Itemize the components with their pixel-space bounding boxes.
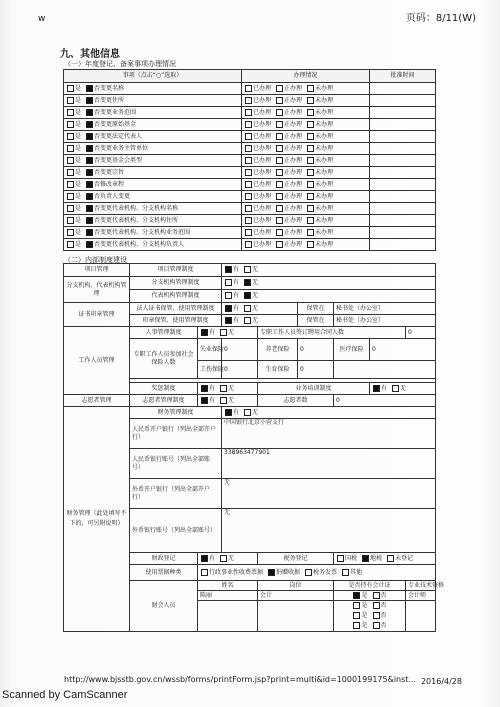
checkbox-wu[interactable] (220, 385, 227, 392)
annual-item-label: 否变更基金会类型 (94, 156, 143, 164)
checkbox-yes[interactable] (67, 181, 74, 188)
checkbox-you[interactable] (225, 279, 232, 286)
checkbox-yes[interactable] (67, 109, 74, 116)
volunteer-label: 志愿者管理 (64, 395, 130, 407)
checkbox-yes[interactable] (67, 169, 74, 176)
checkbox-status[interactable] (276, 205, 283, 212)
checkbox-status[interactable] (245, 157, 252, 164)
checkbox-no-checked[interactable] (86, 205, 93, 212)
checkbox-yes[interactable] (67, 229, 74, 236)
injury-value: 0 (222, 361, 258, 379)
checkbox-status[interactable] (307, 145, 314, 152)
checkbox-status[interactable] (276, 97, 283, 104)
acct-col-qual: 专业技术资格 (406, 581, 436, 591)
annual-row: 是 否变更原始基金 已办理 正办理 未办理 (64, 119, 436, 131)
checkbox-status[interactable] (307, 169, 314, 176)
checkbox-yes[interactable] (67, 133, 74, 140)
annual-row: 是 否变更业务范围 已办理 正办理 未办理 (64, 107, 436, 119)
checkbox-no[interactable] (373, 602, 380, 609)
checkbox-status[interactable] (276, 229, 283, 236)
internal-title: （二）内部制度建设 (64, 256, 127, 264)
checkbox-status[interactable] (276, 241, 283, 248)
finance-sys-label: 财务管理制度 (130, 407, 222, 419)
checkbox-yes[interactable] (67, 97, 74, 104)
checkbox-status[interactable] (307, 205, 314, 212)
approval-date-cell (370, 143, 436, 155)
checkbox-status[interactable] (245, 193, 252, 200)
checkbox-status[interactable] (307, 217, 314, 224)
checkbox-no-checked[interactable] (86, 85, 93, 92)
scanner-watermark: Scanned by CamScanner (2, 689, 128, 701)
finance-label: 财务管理（此处填写不下的，可另附说明） (64, 407, 130, 632)
checkbox-you-checked[interactable] (201, 385, 208, 392)
checkbox-bill-donation-checked[interactable] (268, 569, 275, 576)
unemployment-label: 失业保险 (198, 339, 222, 361)
checkbox-yes[interactable] (353, 612, 360, 619)
checkbox-wu-checked[interactable] (244, 279, 251, 286)
checkbox-yes[interactable] (67, 121, 74, 128)
checkbox-bill-tax[interactable] (305, 569, 312, 576)
checkbox-no[interactable] (373, 612, 380, 619)
acct-qual: 会计师 (406, 591, 436, 601)
acct-col-post: 岗位 (258, 581, 334, 591)
annual-item-label: 否变更代表机构、分支机构负责人 (94, 240, 185, 248)
annual-item-label: 否变更代表机构、分支机构名称 (94, 204, 179, 212)
rmb-bank-value: 中国银行北京小营支行 (222, 419, 436, 449)
unemployment-value: 0 (222, 339, 258, 361)
checkbox-you-checked[interactable] (201, 555, 208, 562)
checkbox-you-checked[interactable] (225, 305, 232, 312)
acct-cert-options-empty: 是 否 是 否 是 否 (334, 601, 406, 632)
checkbox-yes[interactable] (67, 217, 74, 224)
checkbox-no-checked[interactable] (86, 181, 93, 188)
checkbox-no-checked[interactable] (86, 145, 93, 152)
checkbox-wu[interactable] (220, 329, 227, 336)
checkbox-status[interactable] (276, 85, 283, 92)
training-label: 业务培训制度 (258, 383, 370, 395)
fx-bank-value: 无 (222, 479, 436, 509)
col-header-date: 批准时间 (370, 70, 436, 83)
checkbox-wu[interactable] (220, 397, 227, 404)
checkbox-no-checked[interactable] (86, 121, 93, 128)
checkbox-status[interactable] (245, 205, 252, 212)
pension-label: 养老保险 (258, 339, 298, 361)
checkbox-bill-admin[interactable] (201, 569, 208, 576)
keeper-value: 秘书处（办公室） (334, 303, 436, 315)
hr-label: 工作人员管理 (64, 327, 130, 395)
checkbox-you-checked[interactable] (373, 385, 380, 392)
finance-reg-label: 财政登记 (130, 553, 198, 565)
checkbox-status[interactable] (245, 145, 252, 152)
fx-account-value: 无 (222, 509, 436, 553)
approval-date-cell (370, 227, 436, 239)
annual-item-label: 否变更名称 (94, 84, 125, 92)
col-header-status: 办理情况 (242, 70, 370, 83)
annual-row: 是 否变更基金会类型 已办理 正办理 未办理 (64, 155, 436, 167)
acct-cert-options: 是 否 (334, 591, 406, 601)
branch-label: 分支机构、代表机构管理 (64, 277, 130, 303)
checkbox-no[interactable] (373, 622, 380, 629)
checkbox-status[interactable] (307, 109, 314, 116)
checkbox-no-checked[interactable] (86, 133, 93, 140)
checkbox-yes[interactable] (353, 622, 360, 629)
checkbox-status[interactable] (276, 217, 283, 224)
rmb-account-value: 338963477901 (222, 449, 436, 479)
checkbox-no[interactable] (373, 592, 380, 599)
checkbox-you-checked[interactable] (225, 317, 232, 324)
annual-row: 是 否负责人变更 已办理 正办理 未办理 (64, 191, 436, 203)
checkbox-status[interactable] (307, 133, 314, 140)
checkbox-no-checked[interactable] (86, 109, 93, 116)
annual-row: 是 否变更法定代表人 已办理 正办理 未办理 (64, 131, 436, 143)
volunteer-count-label: 志愿者数 (258, 395, 334, 407)
checkbox-status[interactable] (245, 169, 252, 176)
checkbox-no-checked[interactable] (86, 193, 93, 200)
rep-sys-label: 代表机构管理制度 (130, 290, 222, 303)
checkbox-status[interactable] (245, 109, 252, 116)
checkbox-wu-checked[interactable] (244, 292, 251, 299)
reward-label: 奖惩制度 (130, 383, 198, 395)
acct-col-cert: 是否持有会计证 (334, 581, 406, 591)
approval-date-cell (370, 203, 436, 215)
col-header-item: 事项（点击“○”选取） (64, 70, 242, 83)
checkbox-status[interactable] (307, 97, 314, 104)
checkbox-status[interactable] (245, 241, 252, 248)
checkbox-yes[interactable] (67, 205, 74, 212)
checkbox-bill-other[interactable] (342, 569, 349, 576)
checkbox-wu[interactable] (392, 385, 399, 392)
approval-date-cell (370, 107, 436, 119)
checkbox-status[interactable] (276, 145, 283, 152)
checkbox-status[interactable] (276, 169, 283, 176)
approval-date-cell (370, 191, 436, 203)
checkbox-you-checked[interactable] (201, 397, 208, 404)
annual-item-label: 否修改章程 (94, 180, 125, 188)
checkbox-yes[interactable] (67, 145, 74, 152)
volunteer-sys-label: 志愿者管理制度 (130, 395, 198, 407)
injury-label: 工伤保险 (198, 361, 222, 379)
checkbox-status[interactable] (307, 157, 314, 164)
checkbox-status[interactable] (245, 217, 252, 224)
approval-date-cell (370, 179, 436, 191)
checkbox-wu[interactable] (244, 317, 251, 324)
fx-account-label: 外币银行账号（列出全部账号） (130, 509, 222, 553)
checkbox-yes-checked[interactable] (353, 592, 360, 599)
checkbox-local-tax-checked[interactable] (362, 555, 369, 562)
page-number: 页码：8/11(W) (405, 13, 476, 24)
checkbox-status[interactable] (245, 85, 252, 92)
project-sys-label: 项目管理制度 (130, 264, 222, 277)
acct-name: 陈丽 (198, 591, 258, 601)
annual-row: 是 否变更代表机构、分支机构业务范围 已办理 正办理 未办理 (64, 227, 436, 239)
annual-item-label: 否变更法定代表人 (94, 132, 143, 140)
checkbox-status[interactable] (276, 109, 283, 116)
checkbox-status[interactable] (245, 181, 252, 188)
checkbox-yes[interactable] (353, 602, 360, 609)
checkbox-yes[interactable] (67, 241, 74, 248)
footer-url: http://www.bjsstb.gov.cn/wssb/forms/printForm.jsp?print=multi&id=1000199175&inst... (64, 675, 417, 684)
annual-row: 是 否变更业务主管单位 已办理 正办理 未办理 (64, 143, 436, 155)
rmb-account-label: 人民币银行账号（列出全部账号） (130, 449, 222, 479)
annual-row: 是 否变更代表机构、分支机构负责人 已办理 正办理 未办理 (64, 239, 436, 251)
annual-item-label: 否变更宗旨 (94, 168, 125, 176)
checkbox-status[interactable] (276, 121, 283, 128)
annual-row: 是 否修改章程 已办理 正办理 未办理 (64, 179, 436, 191)
header-mark: w (38, 14, 46, 24)
checkbox-you-checked[interactable] (225, 266, 232, 273)
checkbox-no-checked[interactable] (86, 169, 93, 176)
contract-value: 0 (406, 327, 436, 339)
checkbox-yes[interactable] (67, 85, 74, 92)
hr-sys-label: 人事管理制度 (130, 327, 198, 339)
medical-value: 0 (370, 339, 436, 361)
keeper-value: 秘书处（办公室） (334, 315, 436, 327)
legal-cert-label: 法人证书保管、使用管理制度 (130, 303, 222, 315)
project-sys-options: 有 无 (222, 264, 436, 277)
checkbox-you-checked[interactable] (201, 329, 208, 336)
annual-item-label: 否变更业务范围 (94, 108, 137, 116)
approval-date-cell (370, 239, 436, 251)
checkbox-no-checked[interactable] (86, 241, 93, 248)
approval-date-cell (370, 83, 436, 95)
approval-date-cell (370, 131, 436, 143)
birth-label: 生育保险 (258, 361, 298, 379)
checkbox-status[interactable] (307, 85, 314, 92)
checkbox-you[interactable] (225, 292, 232, 299)
checkbox-status[interactable] (307, 241, 314, 248)
birth-value: 0 (298, 361, 334, 379)
keeper-label: 保管在 (298, 303, 334, 315)
bill-type-label: 使用票据种类 (130, 565, 198, 581)
approval-date-cell (370, 95, 436, 107)
annual-row: 是 否变更代表机构、分支机构住所 已办理 正办理 未办理 (64, 215, 436, 227)
fx-bank-label: 外币开户银行（列出全部开户行） (130, 479, 222, 509)
checkbox-wu[interactable] (220, 555, 227, 562)
checkbox-status[interactable] (245, 97, 252, 104)
checkbox-wu[interactable] (244, 409, 251, 416)
checkbox-no-checked[interactable] (86, 229, 93, 236)
checkbox-yes[interactable] (67, 157, 74, 164)
annual-table (63, 69, 436, 251)
acct-post: 会计 (258, 591, 334, 601)
footer-date: 2016/4/28 (420, 677, 462, 686)
annual-item-label: 否变更业务主管单位 (94, 144, 149, 152)
section-title: 九、其他信息 (60, 49, 120, 60)
checkbox-no-checked[interactable] (86, 97, 93, 104)
annual-item-label: 否变更代表机构、分支机构业务范围 (94, 228, 191, 236)
annual-row: 是 否变更名称 已办理 正办理 未办理 (64, 83, 436, 95)
volunteer-count-value: 0 (334, 395, 436, 407)
checkbox-status[interactable] (276, 133, 283, 140)
annual-item-label: 否变更住所 (94, 96, 125, 104)
tax-reg-label: 税务登记 (258, 553, 334, 565)
checkbox-no-checked[interactable] (86, 157, 93, 164)
checkbox-wu[interactable] (244, 305, 251, 312)
annual-row: 是 否变更宗旨 已办理 正办理 未办理 (64, 167, 436, 179)
insured-label: 专职工作人员参加社会保险人数 (130, 339, 198, 379)
seal-label: 证书印章管理 (64, 303, 130, 327)
checkbox-no-checked[interactable] (86, 217, 93, 224)
checkbox-status[interactable] (276, 157, 283, 164)
checkbox-status[interactable] (307, 229, 314, 236)
contract-label: 专职工作人员签订聘用合同人数 (258, 327, 406, 339)
checkbox-you-checked[interactable] (225, 409, 232, 416)
keeper-label: 保管在 (298, 315, 334, 327)
checkbox-status[interactable] (307, 181, 314, 188)
checkbox-unregistered[interactable] (387, 555, 394, 562)
annual-item-label: 否变更原始基金 (94, 120, 137, 128)
rmb-bank-label: 人民币开户银行（列出全部开户行） (130, 419, 222, 449)
checkbox-status[interactable] (276, 181, 283, 188)
internal-table: 项目管理 项目管理制度 有 无 分支机构、代表机构管理 分支机构管理制度 有 无 代表机构管理制度 有 无 证书印章管理 法人证书保管、使用管理制度 有 无 保管在 秘书处（办公室） 印章保管、使用管理制度 有 无 保管在 秘书处（办公室） 工作人员管理 人事管理制度 有 无 专职工作人员签订聘用合同人数 0 专职工作人员参加社会保险人数 失业保险 0 养老保险 0 医疗保险 0 工伤保险 0 生育保险 0 奖惩制度 有 无 业务培训制度 有 无 志愿者管理 志愿者管理制度 有 无 志愿者数 0 财务管理（此处填写不下的，可另附说明） 财务管理制度 有 无 人民币开户银行（列出全部开户行） 中国银行北京小营支行 人民币银行账号（列出全部账号） 338963477901 外币开户银行（列出全部开户行） 无 外币银行账号（列出全部账号） 无 财政登记 有 无 税务登记 国税 地税 未登记 使用票据种类 行政事业性收费票据 捐赠收据 税务发票 其他 财会人员 姓名 岗位 是否持有会计证 专业技术资格 陈丽 会计 是 否 会计师 是 否 是 否 是 否 (63, 263, 436, 632)
checkbox-yes[interactable] (67, 193, 74, 200)
approval-date-cell (370, 119, 436, 131)
approval-date-cell (370, 215, 436, 227)
checkbox-status[interactable] (245, 229, 252, 236)
accountant-label: 财会人员 (130, 581, 198, 632)
project-label: 项目管理 (64, 264, 130, 277)
checkbox-wu[interactable] (244, 266, 251, 273)
checkbox-status[interactable] (307, 121, 314, 128)
seal-use-label: 印章保管、使用管理制度 (130, 315, 222, 327)
checkbox-national-tax[interactable] (337, 555, 344, 562)
checkbox-status[interactable] (245, 133, 252, 140)
medical-label: 医疗保险 (334, 339, 370, 361)
annual-item-label: 否变更代表机构、分支机构住所 (94, 216, 179, 224)
pension-value: 0 (298, 339, 334, 361)
annual-item-label: 否负责人变更 (94, 192, 131, 200)
annual-title: （一）年度登记、备案事项办理情况 (64, 60, 176, 68)
checkbox-status[interactable] (276, 193, 283, 200)
annual-row: 是 否变更代表机构、分支机构名称 已办理 正办理 未办理 (64, 203, 436, 215)
checkbox-status[interactable] (307, 193, 314, 200)
approval-date-cell (370, 167, 436, 179)
approval-date-cell (370, 155, 436, 167)
branch-sys-label: 分支机构管理制度 (130, 277, 222, 290)
checkbox-status[interactable] (245, 121, 252, 128)
annual-row: 是 否变更住所 已办理 正办理 未办理 (64, 95, 436, 107)
acct-col-name: 姓名 (198, 581, 258, 591)
